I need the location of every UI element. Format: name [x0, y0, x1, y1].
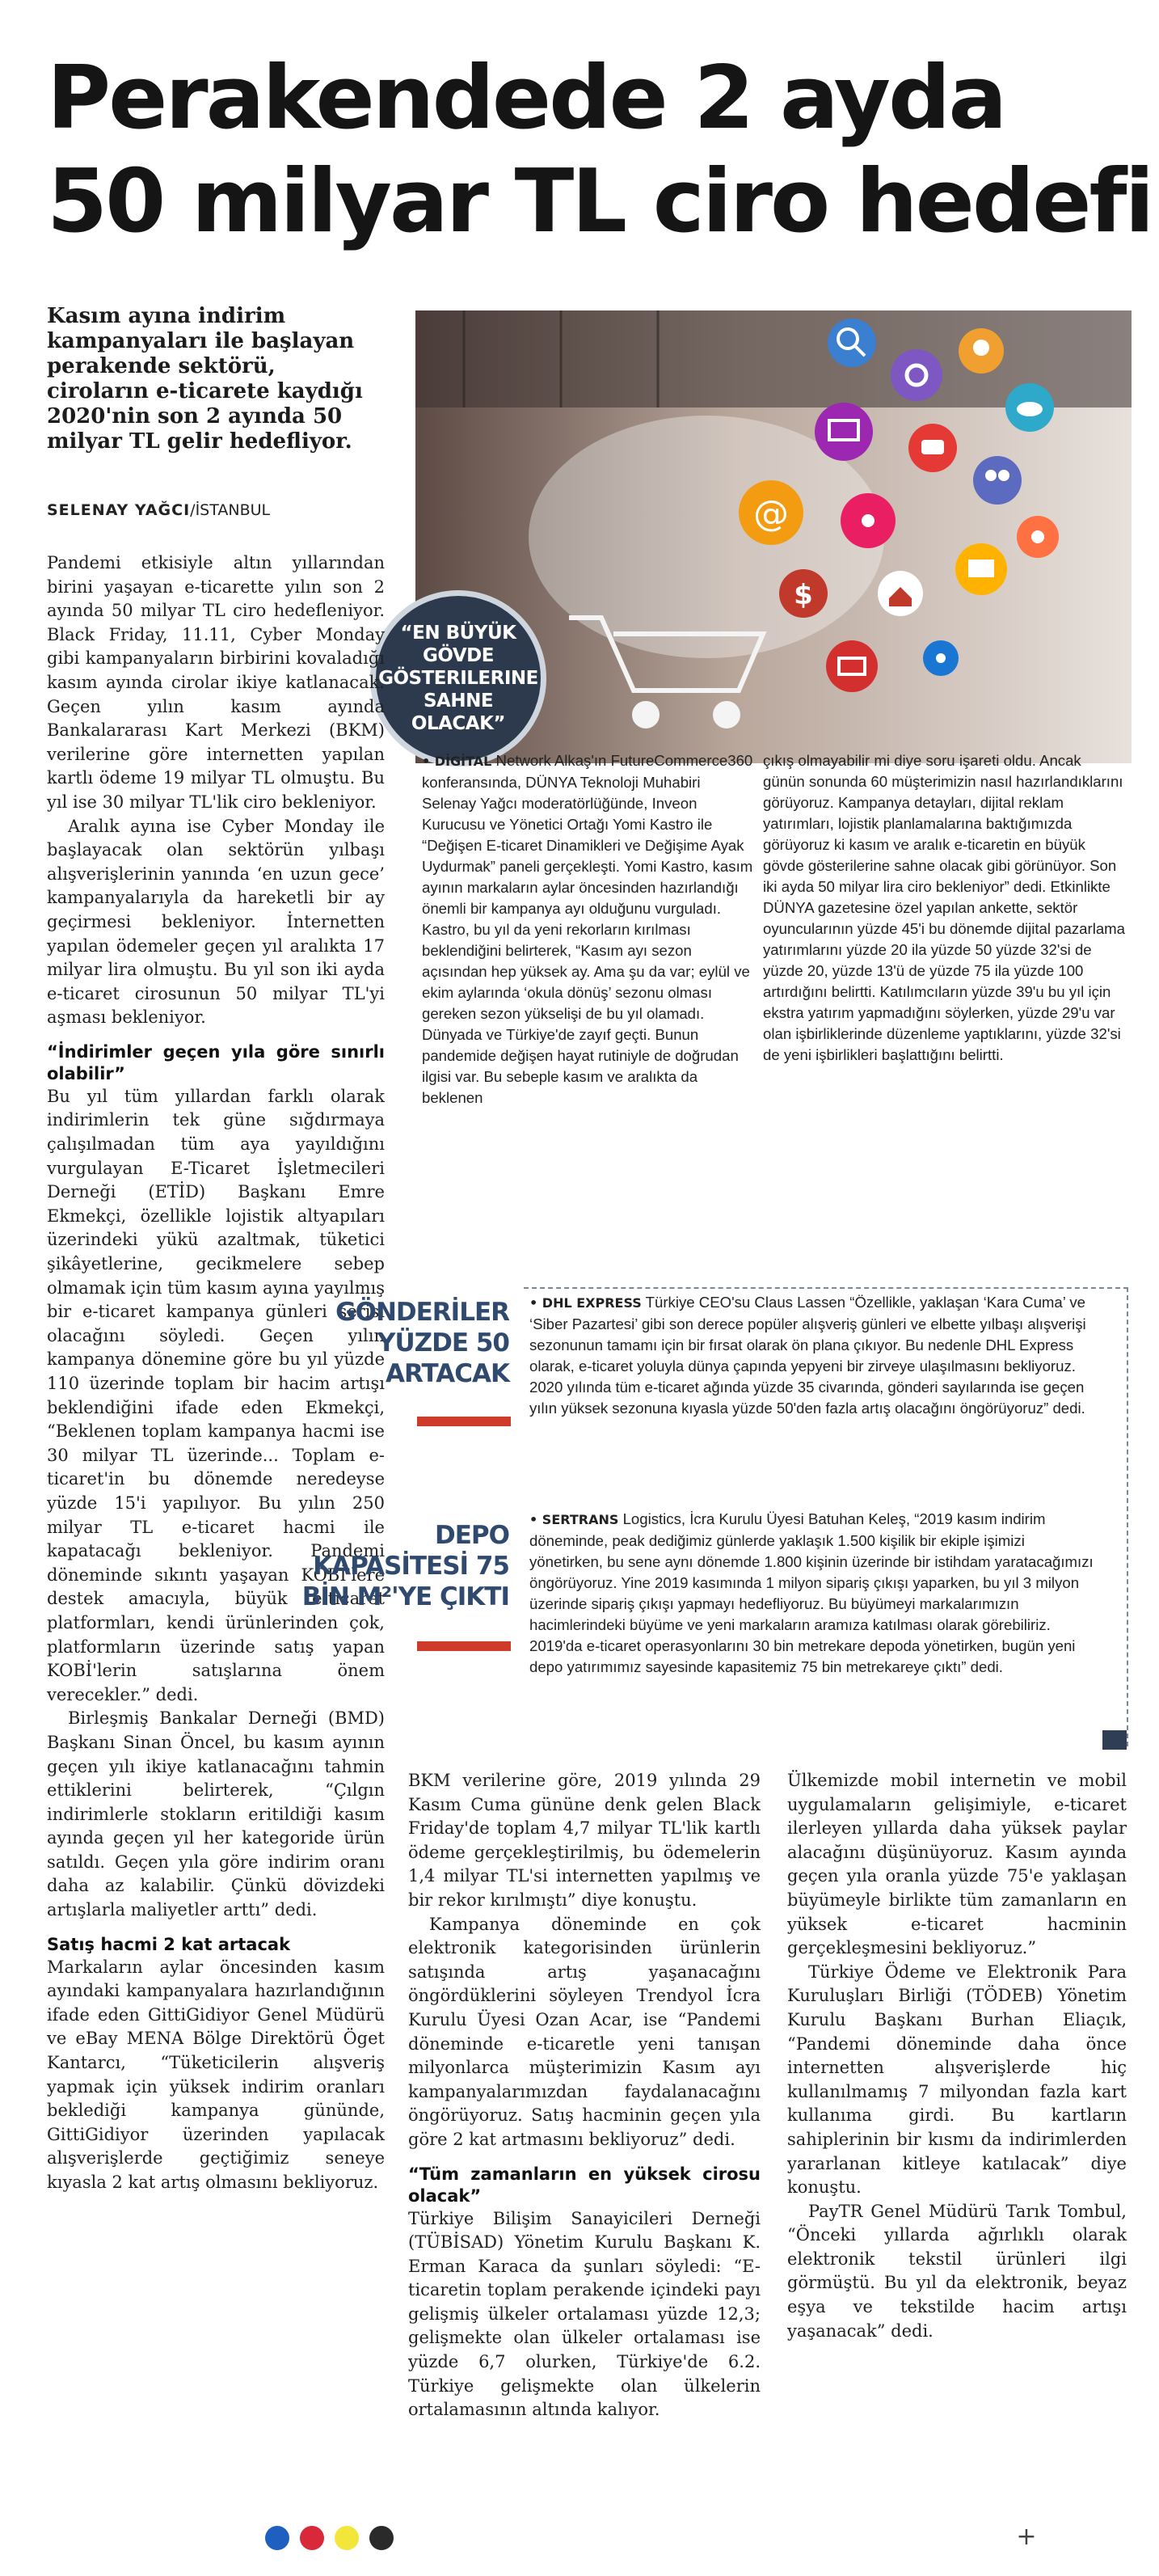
- sertrans-label: • SERTRANS: [529, 1512, 619, 1527]
- article-column-2: [408, 1769, 761, 2422]
- col3-paragraph-2: Türkiye Ödeme ve Elektronik Para Kuruluşları Birliği (TÖDEB) Yönetim Kurulu Başkanı Burhan Eliaçık, “Pandemi döneminde daha önce internetten alışverişlerde hiç kullanılmamış 7 milyondan fazla kart kullanıma girdi. Bu kartların sahiplerinin bir kısmı da indirimlerden yararlanan kitleye katılacak” diye konuştu.: [787, 1962, 1127, 2198]
- side-title-shipments: GÖNDERİLER YÜZDE 50 ARTACAK: [335, 1298, 509, 1388]
- byline: [47, 501, 270, 519]
- home-icon: [878, 571, 923, 616]
- col1-paragraph-3: Bu yıl tüm yıllardan farklı olarak indirimlerin tek güne sığdırmaya çalışılmadan tüm aya yayıldığını vurgulayan E-Ticaret İşletmecileri Derneği (ETİD) Başkanı Emre Ekmekçi, özellikle lojistik altyapıları üzerindeki yükü azaltmak, tüketici şikâyetlerine, gecikmelere sebep olmamak için tüm kasım ayına yayılmış bir e-ticaret kampanya günleri serisi olacağını söyledi. Geçen yılın kampanya dönemine göre bu yıl yüzde 110 üzerinde toplam bir hacim artışı beklendiğini ifade eden Ekmekçi, “Beklenen toplam kampanya hacmi ise 30 milyar TL üzerinde... Toplam e-ticaret'in bu dönemde neredeyse yüzde 15'i yapılıyor. Bu yılın 250 milyar TL e-ticaret hacmi ile kapatacağı bekleniyor. Pandemi döneminde sıkıntı yaşayan KOBİ'lere destek amacıyla, büyük e-ticaret platformları, kendi ürünlerinden çok, platformların üzerinde satış yapan KOBİ'lerin satışlarına önem verecekler.” dedi.: [47, 1086, 385, 1704]
- col2-paragraph-3: Türkiye Bilişim Sanayicileri Derneği (TÜBİSAD) Yönetim Kurulu Başkanı K. Erman Karaca da şunları söyledi: “E-ticaretin toplam perakende içindeki payı gelişmiş ülkeler ortalaması yüzde 12,3; gelişmekte olan ülkeler ortalaması ise yüzde 6,7 olurken, Türkiye'de 6.2. Türkiye gelişmekte olan ülkelerin ortalamasının altında kalıyor.: [408, 2208, 761, 2420]
- gear-icon: [891, 349, 942, 401]
- svg-text:@: @: [753, 493, 789, 534]
- monitor-icon: [815, 403, 873, 461]
- color-dot: [335, 2526, 359, 2550]
- digital-text-left: Network Alkaş'ın FutureCommerce360 konferansında, DÜNYA Teknoloji Muhabiri Selenay Yağcı moderatörlüğünde, Inveon Kurucusu ve Yönetici Ortağı Yomi Kastro ile “Değişen E-ticaret Dinamikleri ve Değişime Ayak Uydurmak” paneli gerçekleşti. Yomi Kastro, kasım ayının markaların aylar öncesinden hazırlandığı önemli bir kampanya ayı olduğunu vurguladı. Kastro, bu yıl da yeni rekorların kırılması beklendiğini belirterek, “Kasım ayı sezon açısından hep yüksek ay. Ama şu da var; eylül ve ekim aylarında ‘okula dönüş’ sezonu olması gereken sezon yükselişi de bu yıl olamadı. Dünyada ve Türkiye'de zayıf geçti. Bunun pandemide değişen hayat rutiniyle de doğrudan ilgisi var. Bu sebeple kasım ve aralıkta da beklenen: [422, 752, 753, 1106]
- pull-quote: [370, 590, 546, 766]
- col2-paragraph-2: Kampanya döneminde en çok elektronik kategorisinden ürünlerin satışında artış yaşanacağını öngördüklerini söyleyen Trendyol İcra Kurulu Üyesi Ozan Acar, ise “Pandemi döneminde e-ticaretle yeni tanışan milyonlarca müşterimizin Kasım ayı kampanyalarımızdan faydalanacağını öngörüyoruz. Satış hacminin geçen yıla göre 2 kat artmasını bekliyoruz” dedi.: [408, 1914, 761, 2149]
- mail-icon: [955, 543, 1007, 595]
- col1-subheading-2: Satış hacmi 2 kat artacak: [47, 1934, 291, 1954]
- frame-corner-mark: [1102, 1730, 1127, 1750]
- share-icon: [923, 640, 959, 676]
- color-dot: [369, 2526, 394, 2550]
- lightbulb-icon: [959, 328, 1004, 374]
- color-dot: [300, 2526, 324, 2550]
- red-accent-bar: [417, 1641, 511, 1651]
- digital-label: • DİGİTAL: [422, 754, 492, 769]
- col3-paragraph-3: PayTR Genel Müdürü Tarık Tombul, “Önceki yıllarda ağırlıklı olarak elektronik tekstil ürünleri ilgi görmüştü. Bu yıl da elektronik, beyaz eşya ve tekstilde hacim artışı yaşanacak” dedi.: [787, 2201, 1127, 2341]
- col1-paragraph-2: Aralık ayına ise Cyber Monday ile başlayacak olan sektörün yılbaşı alışverişlerinin yanında ‘en uzun gece’ kampanyalarıyla da hareketli bir ay geçirmesi bekleniyor. İnternetten yapılan ödemeler geçen yıl aralıkta 17 milyar lira olmuştu. Bu yıl son iki ayda e-ticaret cirosunun 50 milyar TL'yi aşması bekleniyor.: [47, 816, 385, 1028]
- cart-basket-icon: [826, 640, 878, 692]
- side-title-warehouse: DEPO KAPASİTESİ 75 BİN M²'YE ÇIKTI: [301, 1521, 509, 1611]
- digital-box-right: [763, 750, 1127, 1066]
- sertrans-text: Logistics, İcra Kurulu Üyesi Batuhan Keleş, “2019 kasım indirim döneminde, peak dediğimiz günlerde yaklaşık 1.500 kişilik bir ekiple işimizi yönetirken, bu sene aynı dönemde 1.800 kişinin üzerinde bir istihdam yaratacağımızı öngörüyoruz. Yine 2019 kasımında 1 milyon sipariş çıkışı yaparken, bu yıl 3 milyon üzerinde sipariş çıkışı yapmayı hedefliyoruz. Bu büyümeyi markalarımızın hacimlerindeki büyüme ve yeni markaların aramıza katılması olarak görebiliriz. 2019'da e-ticaret operasyonlarını 30 bin metrekare depoda yönetirken, bugün yeni depo yatırımımız sayesinde kapasitemiz 75 bin metrekareye çıktı” dedi.: [529, 1510, 1094, 1675]
- color-dot: [265, 2526, 289, 2550]
- crosshair-icon: +: [1016, 2523, 1037, 2551]
- dhl-text: Türkiye CEO'su Claus Lassen “Özellikle, yaklaşan ‘Kara Cuma’ ve ‘Siber Pazartesi’ gibi son derece popüler alışveriş günleri ve elbette yılbaşı alışverişi sezonunun tamamı için bir fırsat olarak ön plana çıkıyor. Bu nedenle DHL Express olarak, e-ticaret yoluyla dünya çapında yepyeni bir zirveye ulaşılmasını bekliyoruz. 2020 yılında tüm e-ticaret ağında yüzde 35 civarında, gönderi sayılarında ise geçen yılın yüksek sezonuna kıyasla yüzde 50'den fazla artış olacağını öngörüyoruz” dedi.: [529, 1294, 1086, 1417]
- dhl-box: [529, 1292, 1102, 1419]
- byline-author: SELENAY YAĞCI: [47, 501, 191, 519]
- col2-paragraph-1: BKM verilerine göre, 2019 yılında 29 Kasım Cuma gününe denk gelen Black Friday'de toplam 4,7 milyar TL'lik kartlı ödeme gerçekleştirilmiş, bu ödemelerin 1,4 milyar TL'si internetten yapılmış ve bir rekor kırılmıştı” diye konuştu.: [408, 1771, 761, 1910]
- lede: Kasım ayına indirim kampanyaları ile başlayan perakende sektörü, ciroların e-ticarete kaydığı 2020'nin son 2 ayında 50 milyar TL gelir hedefliyor.: [47, 304, 363, 454]
- headline: [47, 47, 1153, 254]
- svg-text:$: $: [794, 579, 813, 611]
- headline-line-1: Perakendede 2 ayda: [47, 48, 1005, 149]
- at-icon: [739, 480, 803, 545]
- dhl-label: • DHL EXPRESS: [529, 1295, 642, 1311]
- print-color-dots: [265, 2526, 394, 2550]
- search-icon: [828, 319, 876, 367]
- sertrans-box: [529, 1509, 1102, 1678]
- dollar-icon: [779, 569, 828, 618]
- col1-subheading-1: “İndirimler geçen yıla göre sınırlı olabilir”: [47, 1041, 385, 1083]
- col2-subheading-1: “Tüm zamanların en yüksek cirosu olacak”: [408, 2164, 761, 2206]
- col1-paragraph-1: Pandemi etkisiyle altın yıllarından birini yaşayan e-ticarette yılın son 2 ayında 50 milyar TL ciro hedefleniyor. Black Friday, 11.11, Cyber Monday gibi kampanyaların birbirini kovaladığı kasım ayında cirolar ikiye katlanacak. Geçen yılın kasım ayında Bankalararası Kart Merkezi (BKM) verilerine göre internetten yapılan kartlı ödeme 19 milyar TL olmuştu. Bu yıl ise 30 milyar TL'lik ciro bekleniyor.: [47, 553, 385, 812]
- users-icon: [973, 456, 1022, 505]
- col3-paragraph-1: Ülkemizde mobil internetin ve mobil uygulamaların gelişimiyle, e-ticaret ilerleyen yıllarda daha yüksek paylar alacağını düşünüyoruz. Kasım ayında geçen yıla oranla yüzde 75'e yaklaşan büyümeyle birlikte tüm zamanların en yüksek e-ticaret hacminin gerçekleşmesini bekliyoruz.”: [787, 1771, 1127, 1958]
- red-accent-bar: [417, 1417, 511, 1426]
- col1-paragraph-4: Birleşmiş Bankalar Derneği (BMD) Başkanı Sinan Öncel, bu kasım ayının geçen yılı ikiye katlanacağını tahmin ettiklerini belirterek, “Çılgın indirimlerle stokların eritildiği kasım ayında geçen yıl her kategoride ürün satıldı. Geçen yıla göre indirim oranı daha az kalabilir. Çünkü dövizdeki artışlarla maliyetler arttı” dedi.: [47, 1708, 385, 1920]
- chat-icon: [908, 424, 957, 472]
- heart-icon: [1017, 516, 1059, 558]
- headline-line-2: 50 milyar TL ciro hedefi: [47, 151, 1153, 252]
- digital-box-left: [422, 750, 753, 1109]
- pull-quote-text: “EN BÜYÜK GÖVDE GÖSTERILERINE SAHNE OLACAK”: [378, 623, 538, 734]
- byline-location: /İSTANBUL: [190, 501, 271, 519]
- article-column-3: [787, 1769, 1127, 2343]
- network-icon: [841, 493, 896, 548]
- col1-paragraph-5: Markaların aylar öncesinden kasım ayındaki kampanyalara hazırlandığının ifade eden GittiGidiyor Genel Müdürü ve eBay MENA Bölge Direktörü Öget Kantarcı, “Tüketicilerin alışveriş yapmak için yüksek indirim oranları beklediği kampanya gününde, GittiGidiyor üzerinden yapılacak alışverişlerde geçtiğimiz seneye kıyasla 2 kat artış olmasını bekliyoruz.: [47, 1957, 385, 2192]
- cloud-icon: [1005, 383, 1054, 432]
- digital-text-right: çıkış olmayabilir mi diye soru işareti oldu. Ancak günün sonunda 60 müşterimizin nasıl hazırlandıklarını görüyoruz. Kampanya detayları, dijital reklam yatırımları, lojistik planlamalarına baktığımızda görüyoruz ki kasım ve aralık e-ticaretin en büyük gövde gösterilerine sahne olacak gibi görünüyor. Son iki ayda 50 milyar lira ciro bekleniyor” dedi. Etkinlikte DÜNYA gazetesine özel yapılan ankette, sektör oyuncularının yüzde 45'i bu dönemde dijital pazarlama yatırımlarını yüzde 20 ila yüzde 50 yüzde 32'si de yüzde 20, yüzde 13'ü de yüzde 75 ila yüzde 100 artırdığını belirtti. Katılımcıların yüzde 39'u bu yıl için ekstra yatırım yapmadığını söylerken, yüzde 29'u var olan işbirliklerinde düzenleme yaptıklarını, yüzde 32'si de yeni işbirlikleri başlattığını belirtti.: [763, 752, 1126, 1063]
